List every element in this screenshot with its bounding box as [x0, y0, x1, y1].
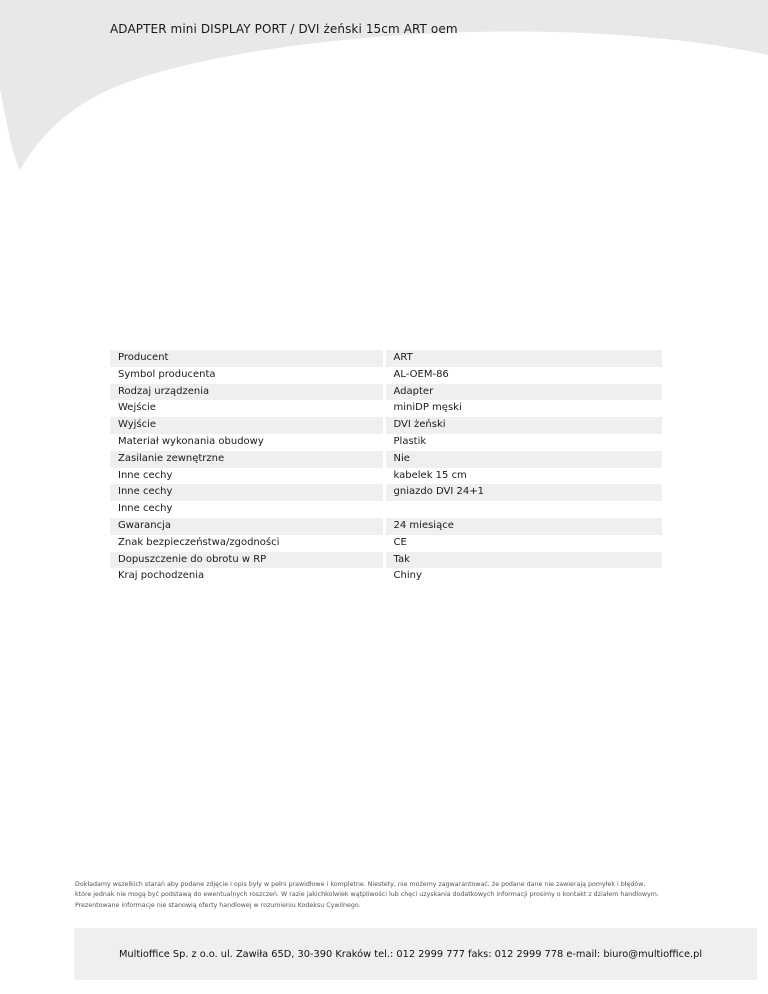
spec-value: Adapter: [386, 384, 662, 401]
disclaimer-line: które jednak nie mogą być podstawą do ewentualnych roszczeń. W razie jakichkolwiek wątpliwości lub chęci uzyskania dodatkowych informacji prosimy o kontakt z działem handlowym.: [75, 891, 659, 899]
spec-row: [110, 468, 662, 485]
footer: [74, 928, 757, 980]
spec-label: Inne cechy: [118, 469, 173, 481]
spec-value: Nie: [386, 451, 662, 468]
spec-table: [110, 350, 662, 585]
spec-label: Inne cechy: [118, 503, 173, 515]
spec-value: kabelek 15 cm: [393, 469, 467, 481]
spec-row: [110, 484, 662, 501]
spec-row: [110, 434, 662, 451]
spec-value: miniDP męski: [393, 402, 462, 414]
spec-value: 24 miesiące: [386, 518, 662, 535]
spec-row: [110, 451, 662, 468]
spec-value: Plastik: [393, 435, 427, 447]
spec-row: [110, 568, 662, 585]
spec-label: Dopuszczenie do obrotu w RP: [110, 552, 383, 569]
spec-label: Gwarancja: [110, 518, 383, 535]
product-title: ADAPTER mini DISPLAY PORT / DVI żeński 15cm ART oem: [110, 22, 458, 36]
spec-row: [110, 350, 662, 367]
spec-label: Rodzaj urządzenia: [110, 384, 383, 401]
disclaimer-line: Prezentowane informacje nie stanowią oferty handlowej w rozumieniu Kodeksu Cywilnego.: [75, 901, 361, 909]
spec-label: Zasilanie zewnętrzne: [110, 451, 383, 468]
disclaimer-line: Dokładamy wszelkich starań aby podane zdjęcie i opis były w pełni prawidłowe i kompletne. Niestety, nie możemy zagwarantować, że podane dane nie zawierają pomyłek i błędów,: [75, 881, 646, 888]
spec-row: [110, 501, 662, 518]
spec-value: [386, 501, 662, 518]
spec-value: Tak: [386, 552, 662, 569]
spec-row: [110, 417, 662, 434]
spec-value: gniazdo DVI 24+1: [386, 484, 662, 501]
spec-row: [110, 552, 662, 569]
spec-label: Kraj pochodzenia: [118, 570, 205, 582]
disclaimer: [75, 880, 725, 911]
spec-row: [110, 518, 662, 535]
spec-label: Symbol producenta: [118, 368, 216, 380]
spec-row: [110, 535, 662, 552]
spec-value: ART: [386, 350, 662, 367]
spec-row: [110, 400, 662, 417]
spec-label: Znak bezpieczeństwa/zgodności: [118, 536, 280, 548]
spec-row: [110, 367, 662, 384]
spec-value: CE: [393, 536, 407, 548]
spec-row: [110, 384, 662, 401]
footer-contact: Multioffice Sp. z o.o. ul. Zawiła 65D, 30-390 Kraków tel.: 012 2999 777 faks: 012 2999 778 e-mail: biuro@multioffice.pl: [118, 948, 703, 960]
spec-value: AL-OEM-86: [393, 368, 449, 380]
spec-value: Chiny: [393, 570, 422, 582]
spec-value: DVI żeński: [386, 417, 662, 434]
spec-label: Producent: [110, 350, 383, 367]
spec-label: Inne cechy: [110, 484, 383, 501]
spec-label: Materiał wykonania obudowy: [118, 435, 264, 447]
spec-label: Wejście: [118, 402, 156, 414]
spec-label: Wyjście: [110, 417, 383, 434]
